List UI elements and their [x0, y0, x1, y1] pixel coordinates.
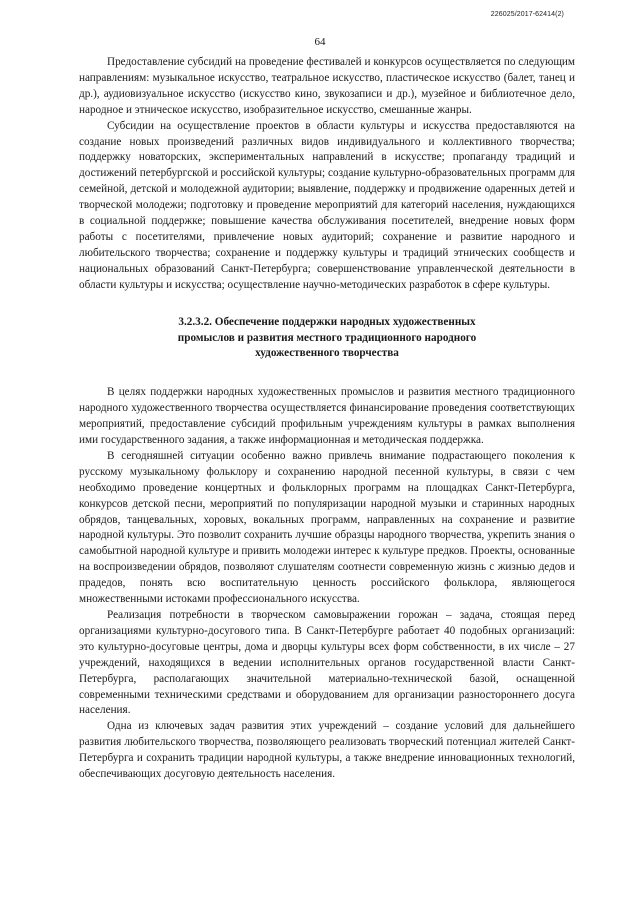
paragraph-support-crafts: В целях поддержки народных художественных промыслов и развития местного традиционного народного художественного творчества осуществляется финансирование проведения соответствующих мероприятий, предоставление субсидий профильным учреждениям культуры в рамках выполнения ими государственного задания, а также информационная и методическая поддержка. — [79, 386, 575, 447]
section-heading-line: промыслов и развития местного традиционного народного — [177, 331, 477, 344]
section-heading-line: художественного творчества — [255, 347, 399, 360]
document-id: 226025/2017-62414(2) — [490, 11, 564, 18]
page-number: 64 — [314, 36, 326, 48]
section-heading-line: 3.2.3.2. Обеспечение поддержки народных художественных — [178, 315, 476, 328]
document-body — [79, 55, 575, 783]
paragraph-folklore: В сегодняшней ситуации особенно важно привлечь внимание подрастающего поколения к русскому музыкальному фольклору и сохранению народной песенной культуры, в связи с чем необходимо проведение концертных и фольклорных программ на площадках Санкт-Петербурга, конкурсов детской песни, мероприятий по популяризации народной музыки и старинных народных обрядов, танцевальных, хоровых, вокальных программ, направленных на сохранение и развитие народной культуры. Это позволит сохранить лучшие образцы народного творчества, укрепить знания о самобытной народной культуре и привить молодежи интерес к культуре предков. Проекты, основанные на воспроизведении обрядов, позволяют слушателям соотнести современную жизнь с жизнью дедов и прадедов, понять всю воспитательную ценность российского фольклора, являющегося множественными истоками профессионального искусства. — [79, 449, 575, 606]
paragraph-cultural-organizations: Реализация потребности в творческом самовыражении горожан – задача, стоящая перед организациями культурно-досугового типа. В Санкт-Петербурге работает 40 подобных организаций: это культурно-досуговые центры, дома и дворцы культуры всех форм собственности, в их числе – 27 учреждений, находящихся в ведении исполнительных органов государственной власти Санкт-Петербурга, располагающих значительной материально-технической базой, оснащенной современными техническими средствами и оборудованием для организации разностороннего досуга населения. — [79, 609, 575, 717]
paragraph-subsidies-projects: Субсидии на осуществление проектов в области культуры и искусства предоставляются на создание новых произведений различных видов индивидуального и коллективного творчества; поддержку новаторских, экспериментальных направлений в искусстве; пропаганду традиций и достижений петербургской и российской культуры; создание культурно-образовательных программ для семейной, детской и молодежной аудитории; выявление, поддержку и продвижение одаренных детей и творческой молодежи; подготовку и проведение мероприятий для категорий населения, нуждающихся в социальной поддержке; повышение качества обслуживания посетителей, внедрение новых форм работы с посетителями, привлечение новых аудиторий; сохранение и развитие народного и любительского творчества; сохранение и поддержку культуры и традиций этнических сообществ и национальных образований Санкт-Петербурга; совершенствование управленческой деятельности в области культуры и искусства; осуществление научно-методических разработок в сфере культуры. — [79, 119, 575, 291]
paragraph-subsidies-festivals: Предоставление субсидий на проведение фестивалей и конкурсов осуществляется по следующим направлениям: музыкальное искусство, театральное искусство, пластическое искусство (балет, танец и др.), аудиовизуальное искусство (искусство кино, звукозаписи и др.), музейное и библиотечное дело, народное и этническое искусство, изобразительное искусство, смешанные жанры. — [79, 56, 575, 116]
paragraph-key-tasks: Одна из ключевых задач развития этих учреждений – создание условий для дальнейшего развития любительского творчества, позволяющего реализовать творческий потенциал жителей Санкт-Петербурга и сохранить традиции народной культуры, а также внедрение инновационных технологий, обеспечивающих досуговую деятельность населения. — [79, 720, 575, 781]
section-heading — [79, 315, 575, 363]
